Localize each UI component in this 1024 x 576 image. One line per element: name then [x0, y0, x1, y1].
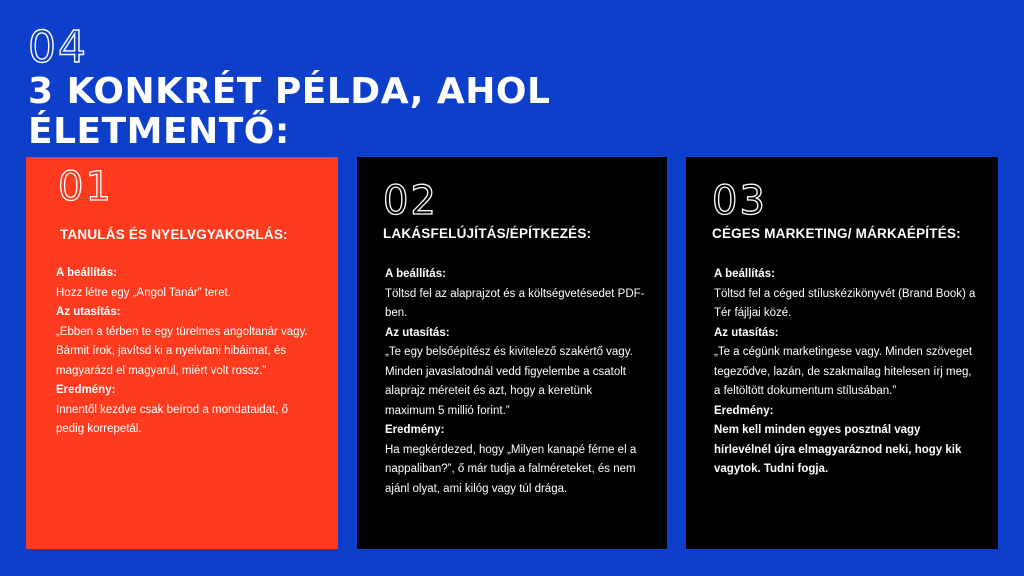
instruction-label: Az utasítás: — [385, 326, 450, 339]
setting-text: Töltsd fel a céged stíluskézikönyvét (Brand Book) a Tér fájljai közé. — [714, 287, 976, 319]
setting-text: Töltsd fel az alaprajzot és a költségvetésedet PDF-ben. — [385, 287, 645, 319]
instruction-text: „Te egy belsőépítész és kivitelező szakértő vagy. Minden javaslatodnál vedd figyelembe a csatolt alaprajz méreteit és azt, hogy a keretünk maximum 5 millió forint.” — [385, 346, 633, 417]
result-text: Nem kell minden egyes posztnál vagy hírlevélnél újra elmagyaráznod neki, hogy kik vagytok. Tudni fogja. — [714, 424, 962, 475]
result-label: Eredmény: — [385, 424, 445, 436]
card-body — [714, 265, 976, 480]
card-number: 01 — [58, 164, 113, 210]
instruction-label: Az utasítás: — [714, 326, 779, 339]
card-heading: LAKÁSFELÚJÍTÁS/ÉPÍTKEZÉS: — [383, 226, 592, 241]
card-body — [56, 264, 316, 440]
card-number: 02 — [383, 178, 438, 224]
card-heading: TANULÁS ÉS NYELVGYAKORLÁS: — [60, 227, 288, 242]
instruction-text: „Te a cégünk marketingese vagy. Minden szöveget tegeződve, lazán, de szakmailag hitelesen írj meg, a feltöltött dokumentum stílusában.” — [714, 346, 973, 397]
example-card-1 — [26, 157, 338, 549]
card-number: 03 — [712, 178, 767, 224]
setting-label: A beállítás: — [56, 267, 117, 279]
example-card-2 — [357, 157, 667, 549]
setting-label: A beállítás: — [714, 268, 775, 280]
card-body — [385, 265, 645, 499]
result-label: Eredmény: — [714, 404, 774, 417]
setting-label: A beállítás: — [385, 268, 446, 280]
slide-number: 04 — [28, 22, 88, 73]
card-heading: CÉGES MARKETING/ MÁRKAÉPÍTÉS: — [712, 226, 961, 241]
result-text: Innentől kezdve csak beírod a mondataidat, ő pedig korrepetál. — [56, 403, 289, 435]
page-title: 3 KONKRÉT PÉLDA, AHOL ÉLETMENTŐ: — [28, 71, 551, 152]
instruction-label: Az utasítás: — [56, 306, 121, 318]
instruction-text: „Ebben a térben te egy türelmes angoltanár vagy. Bármit írok, javítsd ki a nyelvtani hibáimat, és magyarázd el magyarul, miért volt rossz.” — [56, 325, 308, 377]
setting-text: Hozz létre egy „Angol Tanár” teret. — [56, 286, 231, 299]
result-label: Eredmény: — [56, 384, 116, 396]
result-text: Ha megkérdezed, hogy „Milyen kanapé férne el a nappaliban?”, ő már tudja a falméreteket, és nem ajánl olyat, ami kilóg vagy túl drága. — [385, 443, 637, 495]
example-card-3 — [686, 157, 998, 549]
